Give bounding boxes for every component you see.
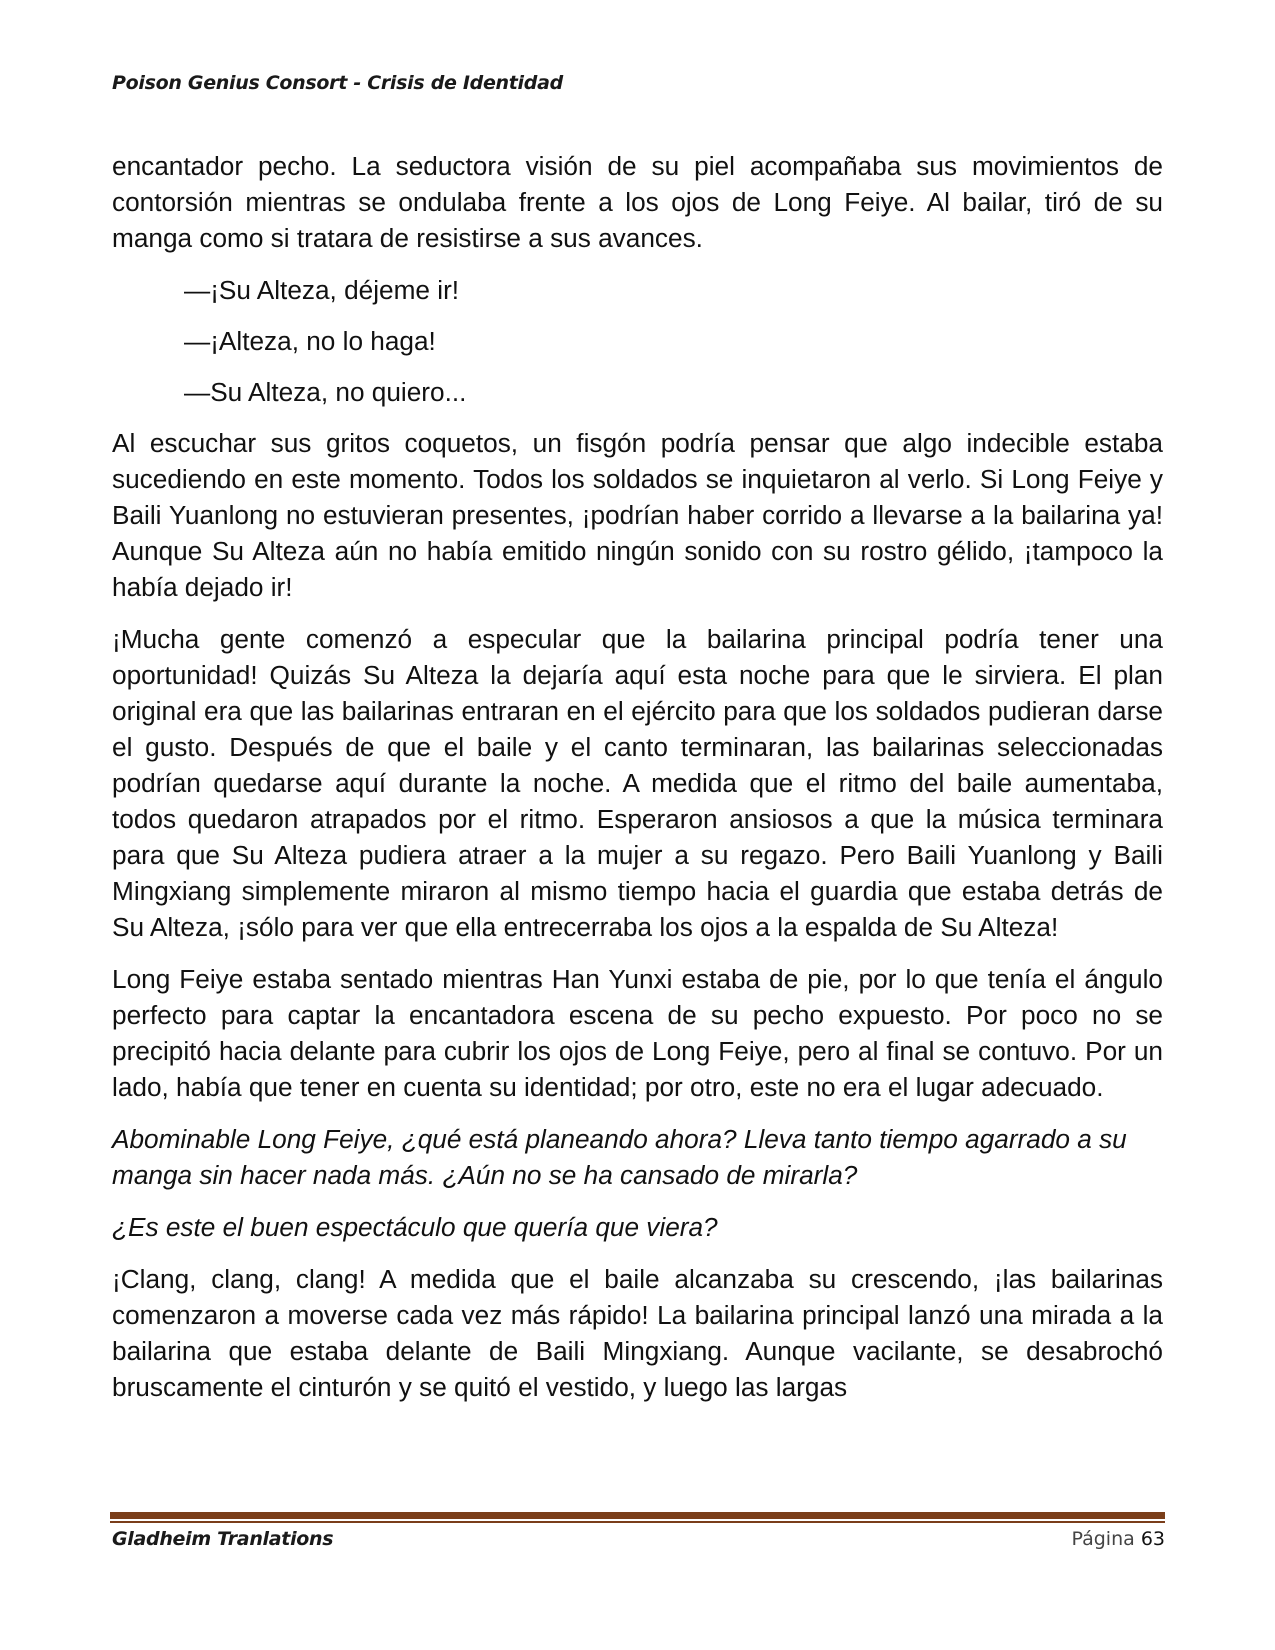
- page-header-title: Poison Genius Consort - Crisis de Identidad: [112, 72, 563, 94]
- dialogue-line: —¡Alteza, no lo haga!: [184, 326, 436, 356]
- page-label: Página: [1071, 1528, 1135, 1550]
- paragraph: Long Feiye estaba sentado mientras Han Yunxi estaba de pie, por lo que tenía el ángulo perfecto para captar la encantadora escena de su pecho expuesto. Por poco no se precipitó hacia delante para cubrir los ojos de Long Feiye, pero al final se contuvo. Por un lado, había que tener en cuenta su identidad; por otro, este no era el lugar adecuado.: [112, 964, 1163, 1102]
- footer-divider-thin: [110, 1521, 1165, 1523]
- footer-divider: [110, 1512, 1165, 1519]
- dialogue-line: —¡Su Alteza, déjeme ir!: [184, 275, 460, 305]
- footer-page-indicator: [1071, 1528, 1165, 1550]
- thought-paragraph: ¿Es este el buen espectáculo que quería que viera?: [112, 1212, 718, 1242]
- paragraph: ¡Mucha gente comenzó a especular que la bailarina principal podría tener una oportunidad! Quizás Su Alteza la dejaría aquí esta noche para que le sirviera. El plan original era que las bailarinas entraran en el ejército para que los soldados pudieran darse el gusto. Después de que el baile y el canto terminaran, las bailarinas seleccionadas podrían quedarse aquí durante la noche. A medida que el ritmo del baile aumentaba, todos quedaron atrapados por el ritmo. Esperaron ansiosos a que la música terminara para que Su Alteza pudiera atraer a la mujer a su regazo. Pero Baili Yuanlong y Baili Mingxiang simplemente miraron al mismo tiempo hacia el guardia que estaba detrás de Su Alteza, ¡sólo para ver que ella entrecerraba los ojos a la espalda de Su Alteza!: [112, 624, 1163, 942]
- paragraph: Al escuchar sus gritos coquetos, un fisgón podría pensar que algo indecible estaba sucediendo en este momento. Todos los soldados se inquietaron al verlo. Si Long Feiye y Baili Yuanlong no estuvieran presentes, ¡podrían haber corrido a llevarse a la bailarina ya! Aunque Su Alteza aún no había emitido ningún sonido con su rostro gélido, ¡tampoco la había dejado ir!: [112, 428, 1163, 602]
- paragraph: ¡Clang, clang, clang! A medida que el baile alcanzaba su crescendo, ¡las bailarinas comenzaron a moverse cada vez más rápido! La bailarina principal lanzó una mirada a la bailarina que estaba delante de Baili Mingxiang. Aunque vacilante, se desabrochó bruscamente el cinturón y se quitó el vestido, y luego las largas: [112, 1264, 1163, 1402]
- page-number: 63: [1140, 1528, 1165, 1550]
- dialogue-line: —Su Alteza, no quiero...: [184, 377, 467, 407]
- footer-publisher: Gladheim Tranlations: [112, 1528, 334, 1550]
- paragraph: encantador pecho. La seductora visión de su piel acompañaba sus movimientos de contorsión mientras se ondulaba frente a los ojos de Long Feiye. Al bailar, tiró de su manga como si tratara de resistirse a sus avances.: [112, 151, 1163, 253]
- chapter-body: [112, 148, 1163, 1421]
- thought-paragraph: Abominable Long Feiye, ¿qué está planeando ahora? Lleva tanto tiempo agarrado a su manga sin hacer nada más. ¿Aún no se ha cansado de mirarla?: [112, 1124, 1127, 1190]
